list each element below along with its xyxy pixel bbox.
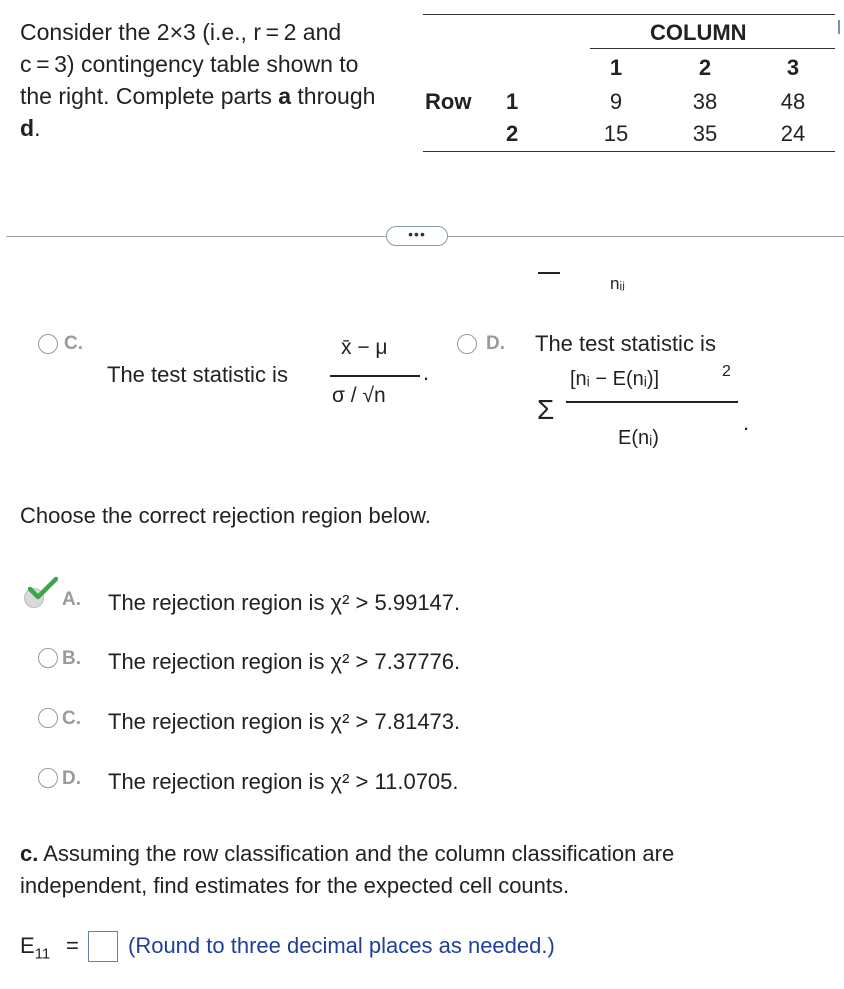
stat-option-c-radio[interactable] bbox=[38, 334, 58, 354]
expected-count-label: $E_{11}$ bbox=[20, 933, 51, 963]
rejection-option-d-radio[interactable] bbox=[38, 768, 58, 788]
rejection-option-c-letter: C. bbox=[62, 708, 81, 729]
intro-line-4: d. bbox=[20, 115, 41, 141]
rejection-option-d-letter: D. bbox=[62, 768, 81, 789]
rounding-hint: (Round to three decimal places as needed.) bbox=[128, 933, 555, 958]
rejection-option-d-text: The rejection region is χ² > 11.0705. bbox=[108, 769, 459, 794]
column-header-rule bbox=[590, 48, 835, 49]
chi-formula-exponent: 2 bbox=[722, 363, 731, 380]
partial-formula-subscript: nᵢⱼ bbox=[610, 274, 626, 293]
table-cell: 38 bbox=[692, 89, 718, 114]
table-cell: 35 bbox=[692, 121, 718, 146]
chi-formula-denominator: E(nᵢ) bbox=[618, 427, 659, 449]
partial-fraction-bar bbox=[538, 272, 560, 274]
row-header: Row bbox=[425, 89, 472, 114]
expand-more-button[interactable]: ••• bbox=[386, 226, 448, 246]
table-cell: 24 bbox=[780, 121, 806, 146]
stat-option-d-radio[interactable] bbox=[457, 334, 477, 354]
z-formula-period: . bbox=[423, 360, 430, 385]
col-label-2: 2 bbox=[698, 55, 712, 80]
scroll-indicator[interactable] bbox=[838, 20, 840, 34]
rejection-option-c-text: The rejection region is χ² > 7.81473. bbox=[108, 709, 461, 734]
intro-line-1: Consider the 2×3 (i.e., r = 2 and bbox=[20, 19, 342, 45]
z-formula-bar bbox=[330, 375, 420, 377]
column-header: COLUMN bbox=[650, 20, 747, 45]
table-cell: 15 bbox=[603, 121, 629, 146]
z-formula-numerator: x̄ − μ bbox=[341, 336, 388, 359]
rejection-option-b-radio[interactable] bbox=[38, 648, 58, 668]
table-cell: 48 bbox=[780, 89, 806, 114]
chi-formula-period: . bbox=[743, 410, 750, 435]
table-top-rule bbox=[423, 14, 835, 15]
chi-formula-numerator: [nᵢ − E(nᵢ)] bbox=[570, 368, 660, 390]
table-cell: 9 bbox=[609, 89, 623, 114]
z-formula-denominator: σ / √n bbox=[332, 384, 386, 407]
stat-option-c-text: The test statistic is bbox=[107, 362, 288, 387]
table-bottom-rule bbox=[423, 151, 835, 152]
stat-option-d-letter: D. bbox=[486, 333, 505, 354]
rejection-option-a-letter: A. bbox=[62, 589, 81, 610]
col-label-3: 3 bbox=[786, 55, 800, 80]
row-label-2: 2 bbox=[506, 121, 519, 146]
equals-sign: = bbox=[66, 933, 79, 958]
col-label-1: 1 bbox=[609, 55, 623, 80]
stat-option-d-text: The test statistic is bbox=[535, 331, 716, 356]
question-intro bbox=[20, 16, 420, 144]
part-c-question: c. Assuming the row classification and the column classification are independent, find estimates for the expected cell counts. bbox=[20, 841, 675, 898]
intro-line-2: c = 3) contingency table shown to bbox=[20, 51, 359, 77]
stat-option-c-letter: C. bbox=[64, 333, 83, 354]
rejection-option-a-text: The rejection region is χ² > 5.99147. bbox=[108, 590, 461, 615]
intro-line-3: the right. Complete parts a through bbox=[20, 83, 376, 109]
rejection-option-c-radio[interactable] bbox=[38, 708, 58, 728]
rejection-prompt: Choose the correct rejection region below. bbox=[20, 503, 431, 528]
expected-count-e11-input[interactable] bbox=[88, 931, 118, 962]
rejection-option-b-letter: B. bbox=[62, 648, 81, 669]
check-icon bbox=[28, 576, 58, 600]
sigma-symbol: Σ bbox=[537, 394, 555, 425]
chi-formula-bar bbox=[566, 401, 738, 403]
row-label-1: 1 bbox=[506, 89, 519, 114]
rejection-option-b-text: The rejection region is χ² > 7.37776. bbox=[108, 649, 461, 674]
